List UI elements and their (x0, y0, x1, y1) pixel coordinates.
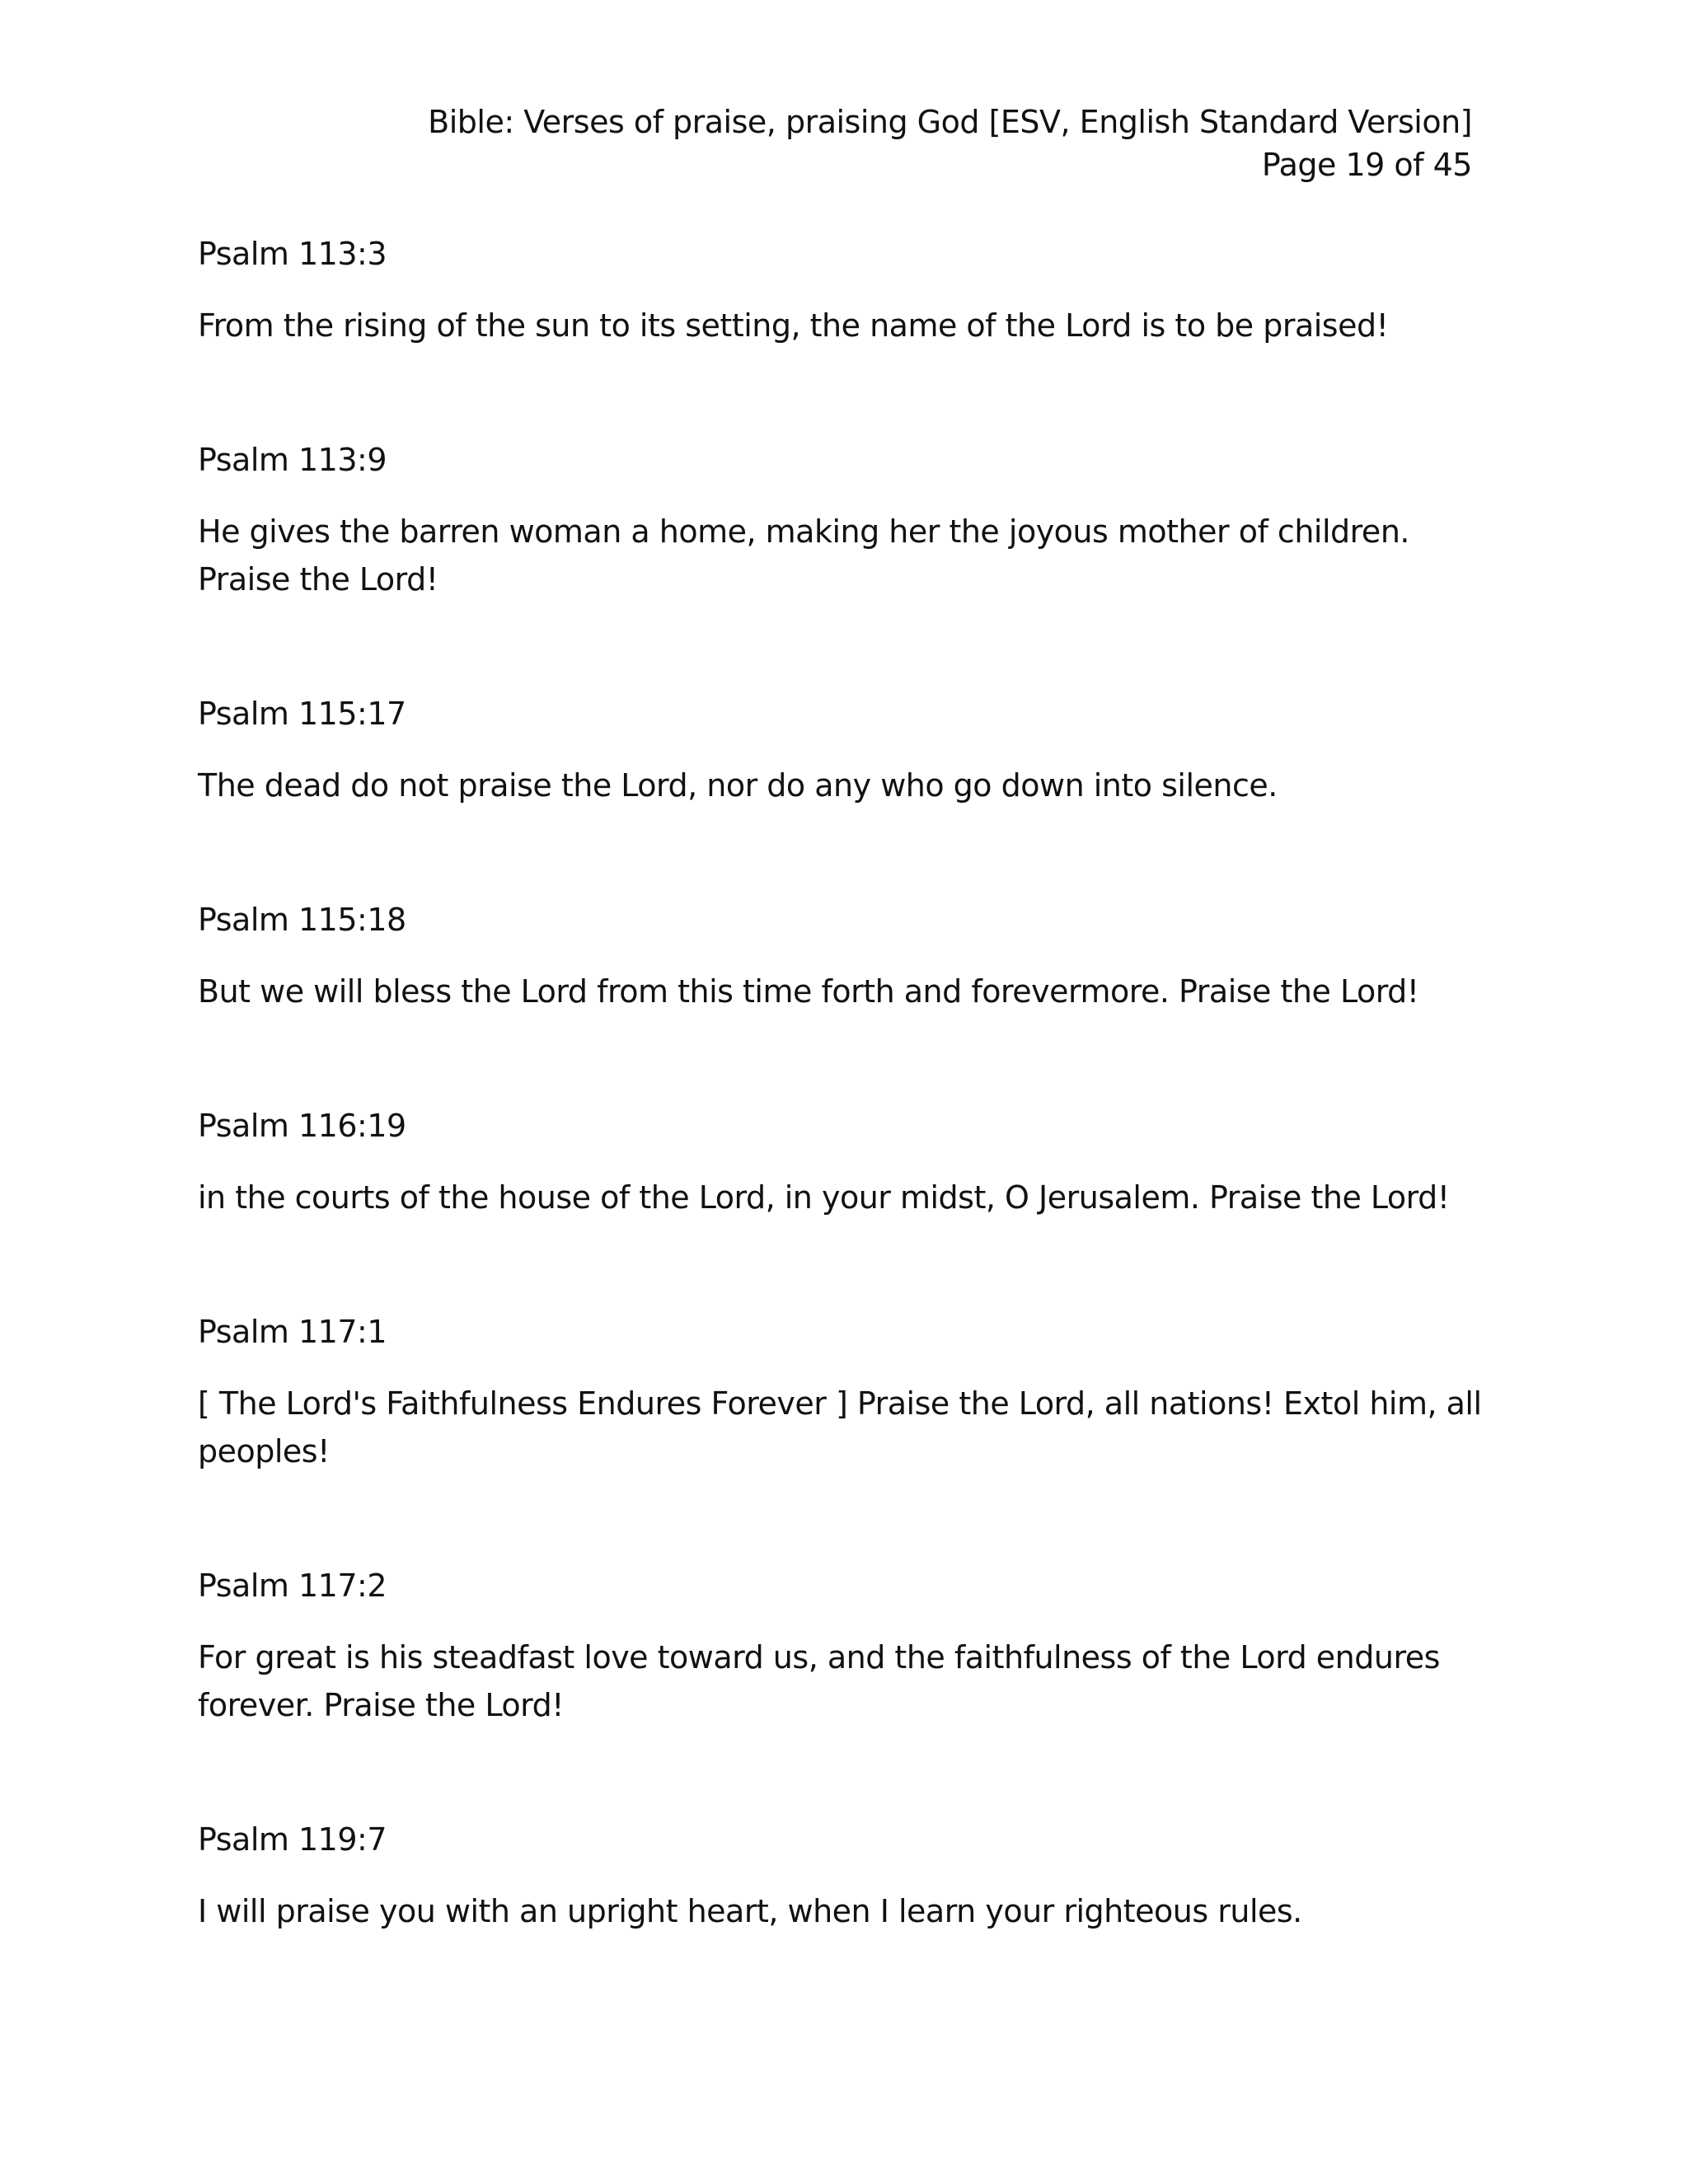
verse-reference: Psalm 113:3 (198, 236, 387, 272)
verse-text: in the courts of the house of the Lord, in your midst, O Jerusalem. Praise the Lord! (198, 1179, 1450, 1216)
verse-text: I will praise you with an upright heart, when I learn your righteous rules. (198, 1893, 1302, 1929)
page-number: Page 19 of 45 (1261, 147, 1472, 183)
verse-text: [ The Lord's Faithfulness Endures Forever ] Praise the Lord, all nations! Extol him, all peoples! (198, 1385, 1482, 1469)
verse-reference: Psalm 113:9 (198, 442, 387, 478)
verse-reference: Psalm 115:18 (198, 902, 406, 938)
verse-text: For great is his steadfast love toward us, and the faithfulness of the Lord endures forever. Praise the Lord! (198, 1639, 1440, 1723)
verse-reference: Psalm 116:19 (198, 1108, 406, 1144)
page-header (428, 101, 1472, 186)
verse-text: The dead do not praise the Lord, nor do any who go down into silence. (198, 767, 1278, 804)
verse-entry (198, 692, 1484, 809)
verse-reference: Psalm 115:17 (198, 696, 406, 732)
verse-entry (198, 438, 1484, 603)
verse-text: But we will bless the Lord from this time forth and forevermore. Praise the Lord! (198, 973, 1419, 1010)
verse-entry (198, 1104, 1484, 1221)
verse-reference: Psalm 117:1 (198, 1314, 387, 1350)
verse-text: He gives the barren woman a home, making her the joyous mother of children. Praise the Lord! (198, 513, 1409, 598)
verse-reference: Psalm 119:7 (198, 1821, 387, 1858)
document-title: Bible: Verses of praise, praising God [ESV, English Standard Version] (428, 104, 1472, 140)
verse-text: From the rising of the sun to its setting, the name of the Lord is to be praised! (198, 307, 1389, 344)
verse-reference: Psalm 117:2 (198, 1568, 387, 1604)
verse-entry (198, 1310, 1484, 1475)
verse-entry (198, 898, 1484, 1015)
verse-entry (198, 1564, 1484, 1729)
verse-entry (198, 1818, 1484, 1935)
verse-entry (198, 232, 1484, 349)
